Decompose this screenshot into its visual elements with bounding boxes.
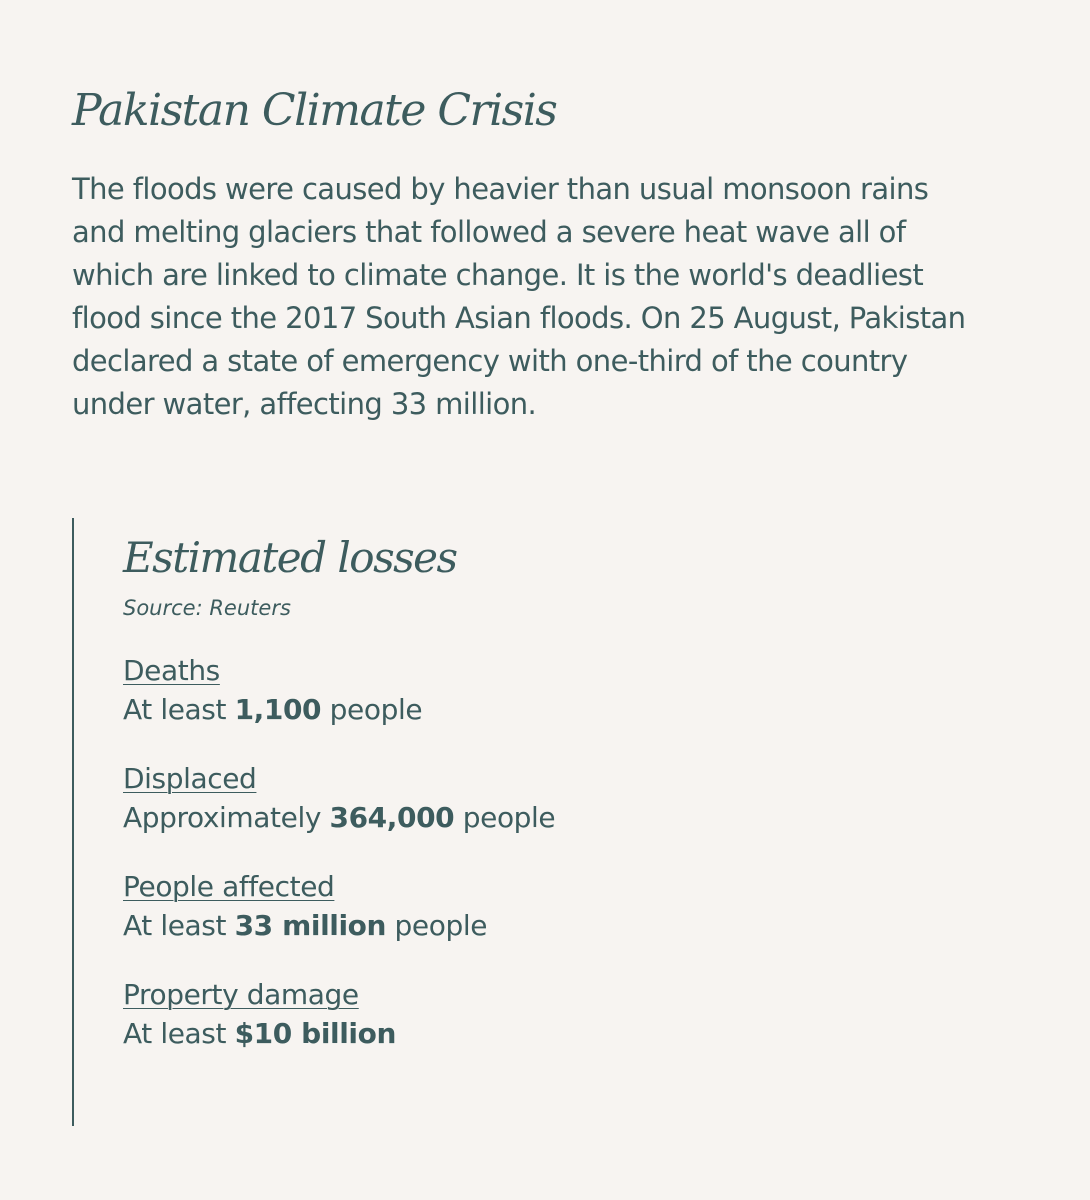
- stat-label: Property damage: [123, 978, 359, 1011]
- stat-property-damage: [123, 976, 872, 1054]
- stat-prefix: At least: [123, 693, 235, 726]
- losses-title: Estimated losses: [123, 533, 457, 582]
- stat-deaths: [123, 652, 872, 730]
- stat-suffix: people: [386, 909, 488, 942]
- stat-prefix: At least: [123, 909, 235, 942]
- stat-suffix: people: [454, 801, 556, 834]
- stat-value: [123, 1014, 872, 1054]
- stat-people-affected: [123, 868, 872, 946]
- stat-suffix: people: [321, 693, 423, 726]
- stat-number: 364,000: [329, 801, 455, 834]
- page-title: Pakistan Climate Crisis: [72, 85, 557, 136]
- stat-value: [123, 798, 872, 838]
- estimated-losses-panel: [72, 518, 872, 1126]
- article: [72, 82, 1002, 1050]
- intro-paragraph: The floods were caused by heavier than usual monsoon rains and melting glaciers that followed a severe heat wave all of which are linked to climate change. It is the world's deadliest flood since the 2017 South Asian floods. On 25 August, Pakistan declared a state of emergency with one-third of the country under water, affecting 33 million.: [72, 172, 966, 421]
- stat-number: $10 billion: [234, 1017, 396, 1050]
- stat-displaced: [123, 760, 872, 838]
- stat-value: [123, 906, 872, 946]
- stat-label: Displaced: [123, 762, 257, 795]
- stat-value: [123, 690, 872, 730]
- stat-label: People affected: [123, 870, 335, 903]
- stat-prefix: Approximately: [123, 801, 330, 834]
- stat-number: 33 million: [234, 909, 387, 942]
- source-note: Source: Reuters: [123, 596, 291, 620]
- stat-number: 1,100: [234, 693, 322, 726]
- stat-prefix: At least: [123, 1017, 235, 1050]
- stat-label: Deaths: [123, 654, 220, 687]
